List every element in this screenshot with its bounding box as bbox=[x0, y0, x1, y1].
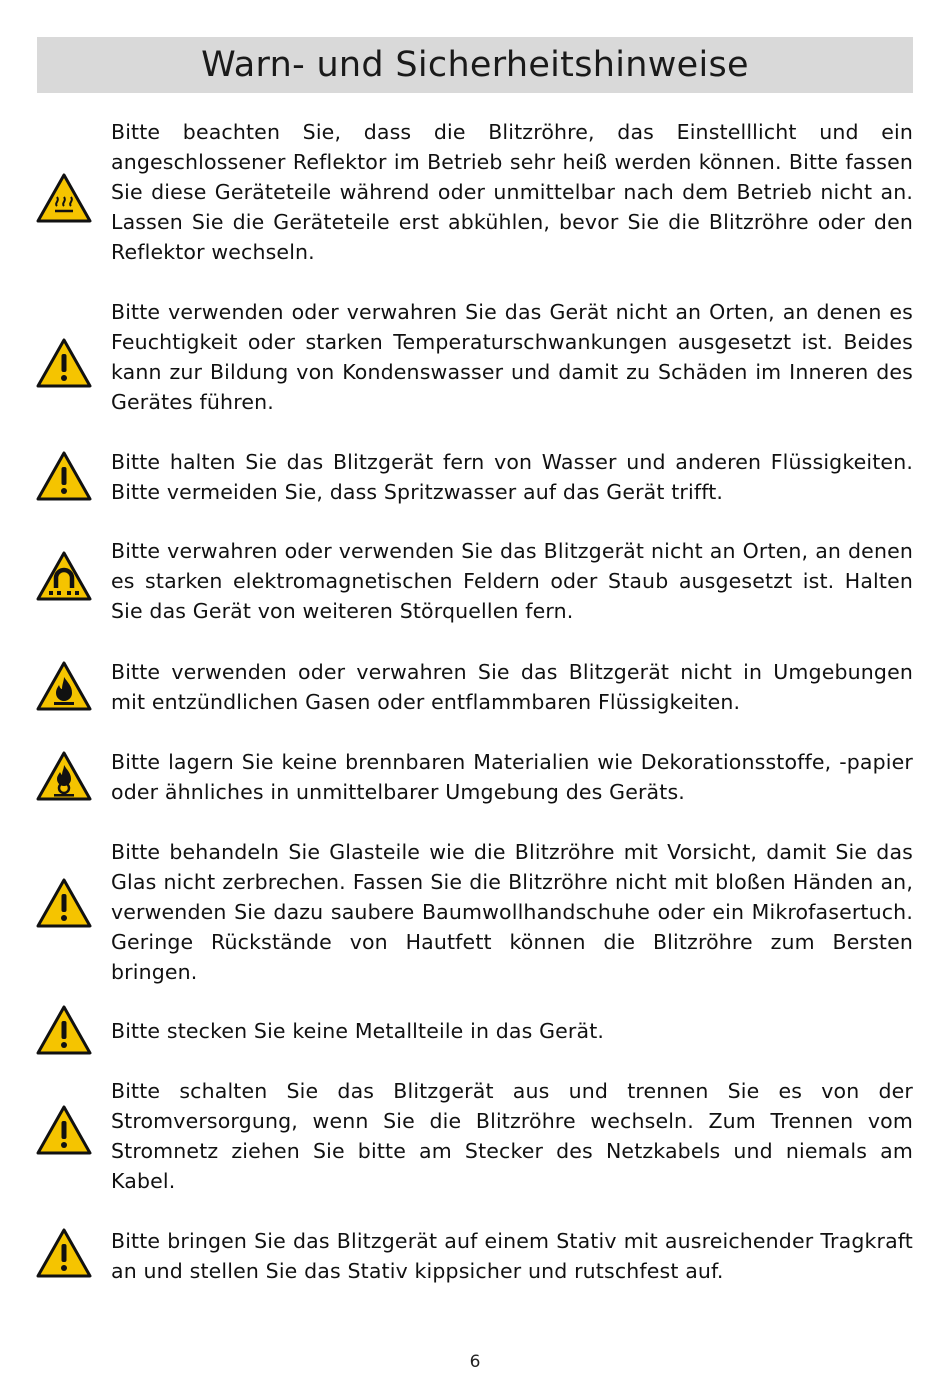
magnetic-field-warning-icon bbox=[36, 551, 92, 601]
warning-text: Bitte behandeln Sie Glasteile wie die Blitzröhre mit Vorsicht, damit Sie das Glas nicht zerbrechen. Fassen Sie die Blitzröhre nicht mit bloßen Händen an, verwenden Sie dazu saubere Baumwollhandschuhe oder ein Mikrofasertuch. Geringe Rückstände von Hautfett können die Blitzröhre zum Bersten bringen. bbox=[111, 840, 913, 984]
general-warning-icon bbox=[36, 1005, 92, 1055]
general-warning-icon bbox=[36, 1228, 92, 1278]
warning-text: Bitte verwahren oder verwenden Sie das Blitzgerät nicht an Orten, an denen es starken elektromagnetischen Feldern oder Staub ausgesetzt ist. Halten Sie das Gerät von weiteren Störquellen fern. bbox=[111, 539, 913, 623]
general-warning-icon bbox=[36, 338, 92, 388]
general-warning-icon bbox=[36, 1105, 92, 1155]
general-warning-icon bbox=[36, 878, 92, 928]
warning-text: Bitte halten Sie das Blitzgerät fern von Wasser und anderen Flüssigkeiten. Bitte vermeiden Sie, dass Spritzwasser auf das Gerät trifft. bbox=[111, 450, 913, 504]
warning-text: Bitte bringen Sie das Blitzgerät auf einem Stativ mit ausreichender Tragkraft an und stellen Sie das Stativ kippsicher und rutschfest auf. bbox=[111, 1229, 913, 1283]
warning-text: Bitte verwenden oder verwahren Sie das Blitzgerät nicht in Umgebungen mit entzündlichen Gasen oder entflammbaren Flüssigkeiten. bbox=[111, 660, 913, 714]
flammable-warning-icon bbox=[36, 661, 92, 711]
warning-text: Bitte stecken Sie keine Metallteile in das Gerät. bbox=[111, 1019, 605, 1043]
title-bar bbox=[37, 37, 913, 93]
warning-text: Bitte lagern Sie keine brennbaren Materialien wie Dekorationsstoffe, -papier oder ähnliches in unmittelbarer Umgebung des Geräts. bbox=[111, 750, 913, 804]
warning-text: Bitte beachten Sie, dass die Blitzröhre, das Einstelllicht und ein angeschlossener Reflektor im Betrieb sehr heiß werden können. Bitte fassen Sie diese Geräteteile während oder unmittelbar nach dem Betrieb nicht an. Lassen Sie die Geräteteile erst abkühlen, bevor Sie die Blitzröhre oder den Reflektor wechseln. bbox=[111, 120, 913, 264]
page-title: Warn- und Sicherheitshinweise bbox=[201, 45, 749, 85]
page-number: 6 bbox=[469, 1352, 481, 1372]
oxidizing-warning-icon bbox=[36, 751, 92, 801]
warning-text: Bitte schalten Sie das Blitzgerät aus und trennen Sie es von der Stromversorgung, wenn Sie die Blitzröhre wechseln. Zum Trennen vom Stromnetz ziehen Sie bitte am Stecker des Netzkabels und niemals am Kabel. bbox=[111, 1079, 913, 1193]
warning-text: Bitte verwenden oder verwahren Sie das Gerät nicht an Orten, an denen es Feuchtigkeit oder starken Temperaturschwankungen ausgesetzt ist. Beides kann zur Bildung von Kondenswasser und damit zu Schäden im Inneren des Gerätes führen. bbox=[111, 300, 913, 414]
hot-surface-warning-icon bbox=[36, 173, 92, 223]
general-warning-icon bbox=[36, 451, 92, 501]
